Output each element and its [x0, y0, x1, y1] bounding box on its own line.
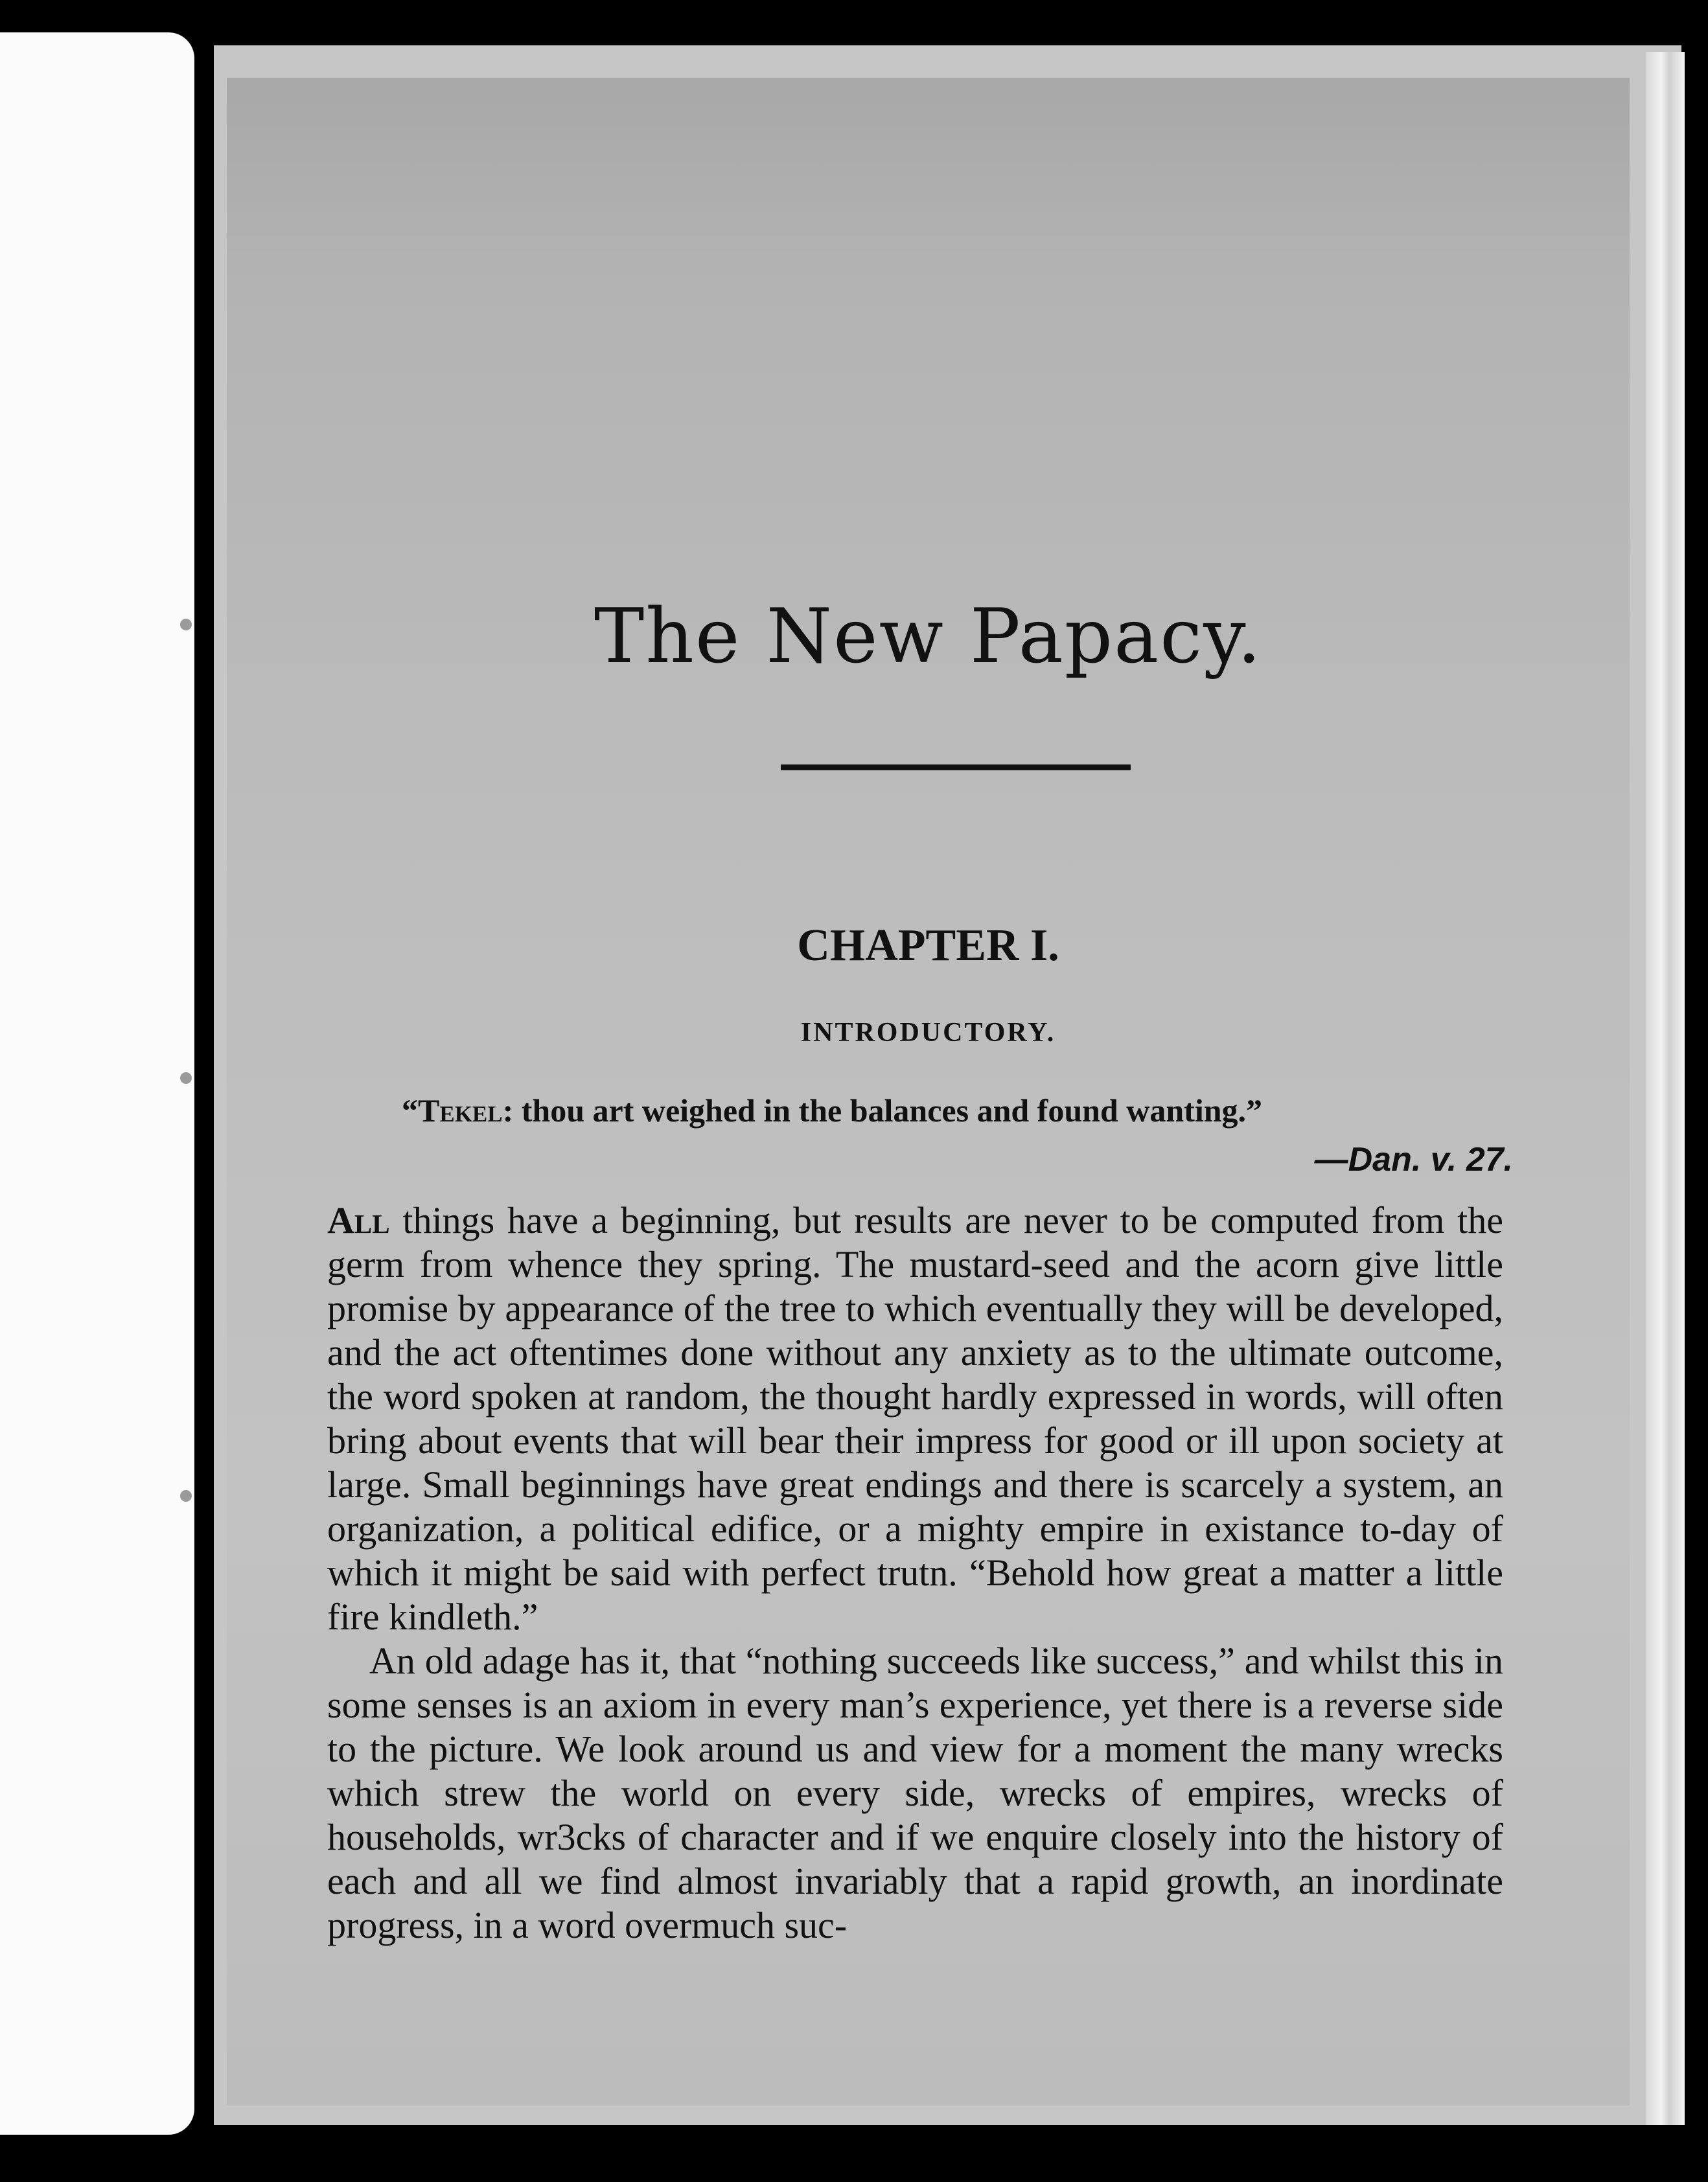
paragraph	[327, 1199, 1503, 1639]
epigraph-lead-word: Tekel	[418, 1092, 503, 1129]
binding-stitch	[180, 619, 192, 630]
binding-stitch	[180, 1072, 192, 1084]
chapter-heading: CHAPTER I.	[797, 921, 1059, 970]
epigraph-citation: —Dan. v. 27.	[1314, 1141, 1513, 1178]
title-rule	[781, 764, 1131, 770]
paragraph-lead-word: All	[327, 1199, 390, 1241]
book-title: The New Papacy.	[594, 593, 1263, 680]
left-page-edge	[0, 32, 194, 2135]
book-page	[227, 78, 1630, 2106]
body-text	[327, 1199, 1503, 1947]
page-stack-edge	[1646, 52, 1685, 2125]
epigraph-open-quote: “	[402, 1092, 418, 1129]
chapter-subheading: INTRODUCTORY.	[800, 1018, 1056, 1048]
epigraph-text: : thou art weighed in the balances and found wanting.”	[502, 1092, 1263, 1129]
paragraph-text: An old adage has it, that “nothing succeeds like success,” and whilst this in some senses is an axiom in every man’s experience, yet there is a reverse side to the picture. We look around us and view for a moment the many wrecks which strew the world on every side, wrecks of empires, wrecks of households, wr3cks of character and if we enquire closely into the history of each and all we find almost invariably that a rapid growth, an inordinate progress, in a word overmuch suc-	[327, 1640, 1503, 1946]
binding-stitch	[180, 1490, 192, 1502]
paragraph	[327, 1639, 1503, 1947]
epigraph	[402, 1092, 1568, 1129]
paragraph-text: things have a beginning, but results are never to be computed from the germ from whence they spring. The mustard-seed and the acorn give little promise by appearance of the tree to which eventually they will be developed, and the act oftentimes done without any anxiety as to the ultimate outcome, the word spoken at random, the thought hardly expressed in words, will often bring about events that will bear their impress for good or ill upon society at large. Small beginnings have great endings and there is scarcely a system, an organization, a political edifice, or a mighty empire in existance to-day of which it might be said with perfect trutn. “Behold how great a matter a little fire kindleth.”	[327, 1199, 1503, 1638]
